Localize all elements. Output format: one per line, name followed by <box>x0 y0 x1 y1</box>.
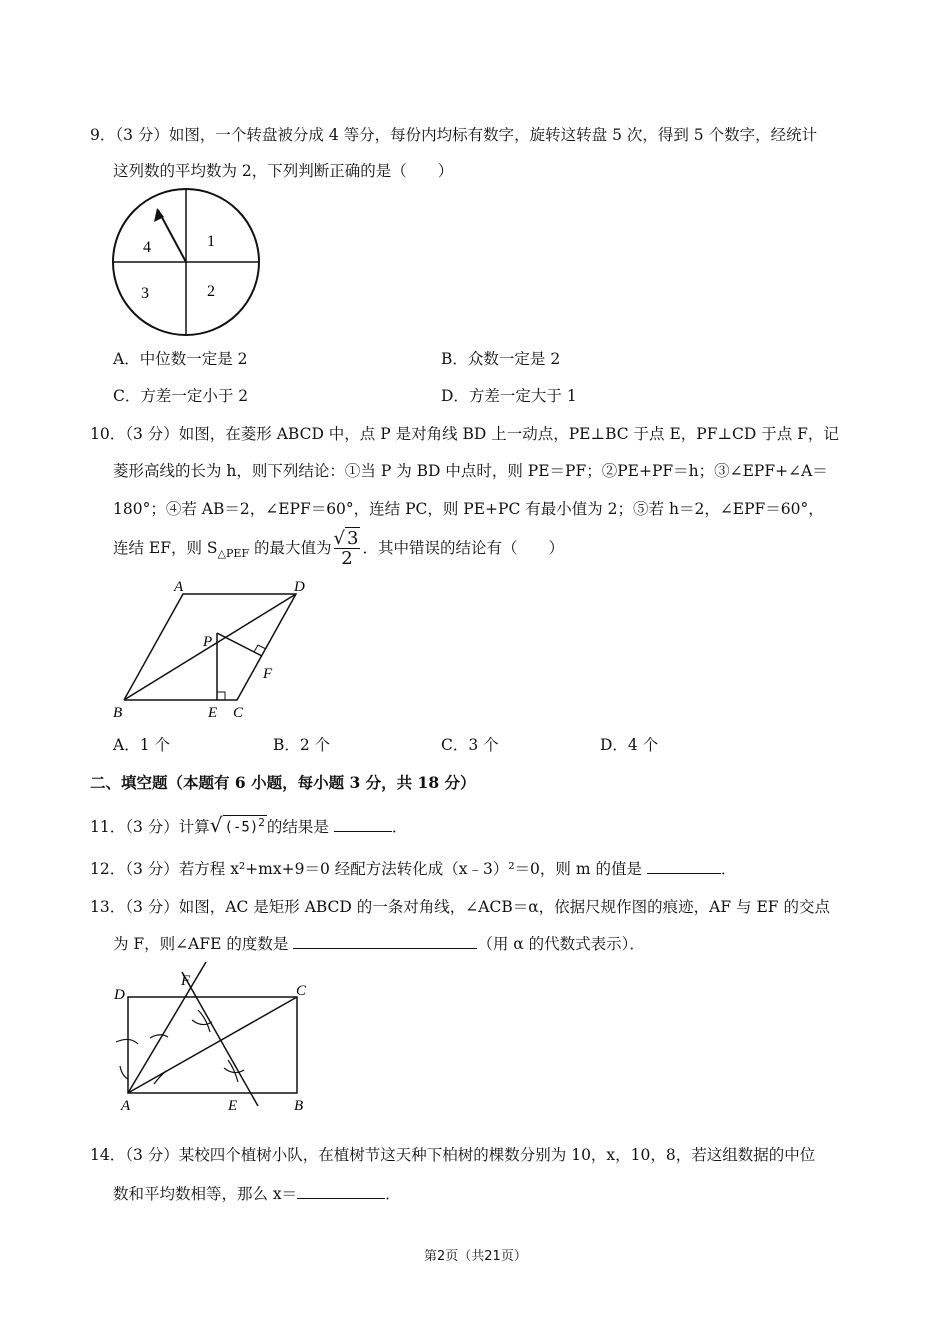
q9-option-a: A．中位数一定是 2 <box>113 350 248 368</box>
construction-arc-1 <box>116 1039 138 1044</box>
label-c: C <box>296 983 307 999</box>
label-d: D <box>114 987 125 1003</box>
construction-arc-2 <box>120 1066 128 1079</box>
q12-score: （3 分） <box>125 860 179 878</box>
q14-end: ． <box>385 1185 401 1203</box>
q9-option-c: C．方差一定小于 2 <box>113 387 249 405</box>
q10-text-line1: 如图，在菱形 ABCD 中，点 P 是对角线 BD 上一动点，PE⊥BC 于点 E，PF⊥CD 于点 F，记 <box>178 425 839 443</box>
q10-option-a: A．1 个 <box>113 736 170 754</box>
q10-line1 <box>90 422 839 444</box>
label-a: A <box>121 1098 131 1114</box>
q10-fraction-denominator: 2 <box>334 548 361 568</box>
q11-pre: 计算 <box>178 818 210 836</box>
label-c: C <box>233 705 244 721</box>
q11-score: （3 分） <box>125 818 179 836</box>
q13-text-line2-post: （用 α 的代数式表示）． <box>477 935 645 953</box>
spinner-figure <box>110 188 266 340</box>
q10-number: 10． <box>90 425 126 443</box>
q11-radical <box>223 815 267 836</box>
spinner-label-1: 1 <box>207 233 215 250</box>
label-p: P <box>203 634 213 650</box>
q12-line <box>90 857 736 879</box>
q14-text-line1: 某校四个植树小队，在植树节这天种下柏树的棵数分别为 10，x，10，8，若这组数据的中位 <box>178 1146 816 1164</box>
q10-option-c: C．3 个 <box>441 736 499 754</box>
q14-text-line2-pre: 数和平均数相等，那么 x＝ <box>113 1185 298 1203</box>
q9-option-d: D．方差一定大于 1 <box>441 387 577 405</box>
q13-answer-blank[interactable] <box>293 934 477 949</box>
construction-arc-3 <box>150 1035 168 1038</box>
section-2-title: 二、填空题（本题有 6 小题，每小题 3 分，共 18 分） <box>90 773 476 792</box>
q10-area-subscript: △PEF <box>217 547 250 561</box>
q10-score: （3 分） <box>125 425 179 443</box>
right-angle-mark-e <box>217 692 225 700</box>
q10-text-line3: 180°；④若 AB＝2，∠EPF＝60°，连结 PC，则 PE+PC 有最小值为 2；⑤若 h＝2，∠EPF＝60°， <box>113 500 824 518</box>
label-b: B <box>113 705 123 721</box>
rectangle-construction-figure <box>108 958 323 1120</box>
q9-number: 9． <box>90 126 116 144</box>
label-f: F <box>263 666 273 682</box>
q10-text-line2: 菱形高线的长为 h，则下列结论：①当 P 为 BD 中点时，则 PE＝PF；②PE+PF＝h；③∠EPF+∠A＝ <box>113 462 828 480</box>
diagonal-ac <box>128 997 297 1093</box>
label-e: E <box>228 1098 238 1114</box>
q14-number: 14． <box>90 1146 126 1164</box>
label-e: E <box>208 705 218 721</box>
q9-text-line2: 这列数的平均数为 2，下列判断正确的是（ ） <box>113 162 454 180</box>
q13-score: （3 分） <box>125 898 179 916</box>
construction-arc-6 <box>198 1010 210 1032</box>
q11-answer-blank[interactable] <box>334 817 392 832</box>
q10-text-line4-post: ．其中错误的结论有（ ） <box>362 539 564 557</box>
rhombus-figure <box>108 574 313 724</box>
bisector-af <box>128 962 206 1093</box>
q9-option-b: B．众数一定是 2 <box>441 350 561 368</box>
q11-number: 11． <box>90 818 126 836</box>
q13-line1 <box>90 895 830 917</box>
label-f: F <box>181 973 191 989</box>
q11-exponent: 2 <box>258 816 265 830</box>
q13-text-line2-pre: 为 F，则∠AFE 的度数是 <box>113 935 289 953</box>
q14-answer-blank[interactable] <box>297 1184 385 1199</box>
q10-fraction-numerator: 3 <box>347 528 359 549</box>
q9-line1 <box>90 123 817 145</box>
q12-number: 12． <box>90 860 126 878</box>
q14-score: （3 分） <box>125 1146 179 1164</box>
q10-option-b: B．2 个 <box>273 736 331 754</box>
page-footer: 第2页（共21页） <box>424 1249 527 1264</box>
q13-text-line1: 如图，AC 是矩形 ABCD 的一条对角线，∠ACB＝α，依据尺规作图的痕迹，AF 与 EF 的交点 <box>178 898 830 916</box>
q10-option-d: D．4 个 <box>600 736 659 754</box>
q12-text: 若方程 x²+mx+9＝0 经配方法转化成（x﹣3）²＝0，则 m 的值是 <box>178 860 642 878</box>
q11-radicand: (-5) <box>224 820 259 836</box>
q14-line1 <box>90 1143 815 1165</box>
q12-answer-blank[interactable] <box>647 859 721 874</box>
segment-pf <box>217 633 262 656</box>
q9-text-line1: 如图，一个转盘被分成 4 等分，每份内均标有数字，旋转这转盘 5 次，得到 5 个数字，经统计 <box>168 126 818 144</box>
q11-end: ． <box>391 818 408 836</box>
label-d: D <box>294 579 305 595</box>
spinner-label-3: 3 <box>141 285 149 302</box>
label-a: A <box>174 579 184 595</box>
spinner-label-2: 2 <box>207 283 215 300</box>
q11-line: 11．（3 分）计算√ $(-5)^2$ 的结果是 ． <box>90 813 408 837</box>
perpendicular-bisector-ef <box>182 972 258 1106</box>
q12-end: ． <box>720 860 737 878</box>
q10-fraction: $\frac{√ 3}{2}$ <box>333 528 359 569</box>
q9-score: （3 分） <box>115 126 169 144</box>
label-b: B <box>294 1098 304 1114</box>
q14-line2 <box>113 1182 401 1204</box>
spinner-label-4: 4 <box>143 239 151 256</box>
q11-post: 的结果是 <box>266 818 329 836</box>
q10-text-line4-pre: 连结 EF，则 S <box>113 539 218 557</box>
q13-line2 <box>113 932 645 954</box>
q10-text-line4-mid: 的最大值为 <box>249 539 332 557</box>
q10-line4 <box>113 530 564 568</box>
q13-number: 13． <box>90 898 126 916</box>
